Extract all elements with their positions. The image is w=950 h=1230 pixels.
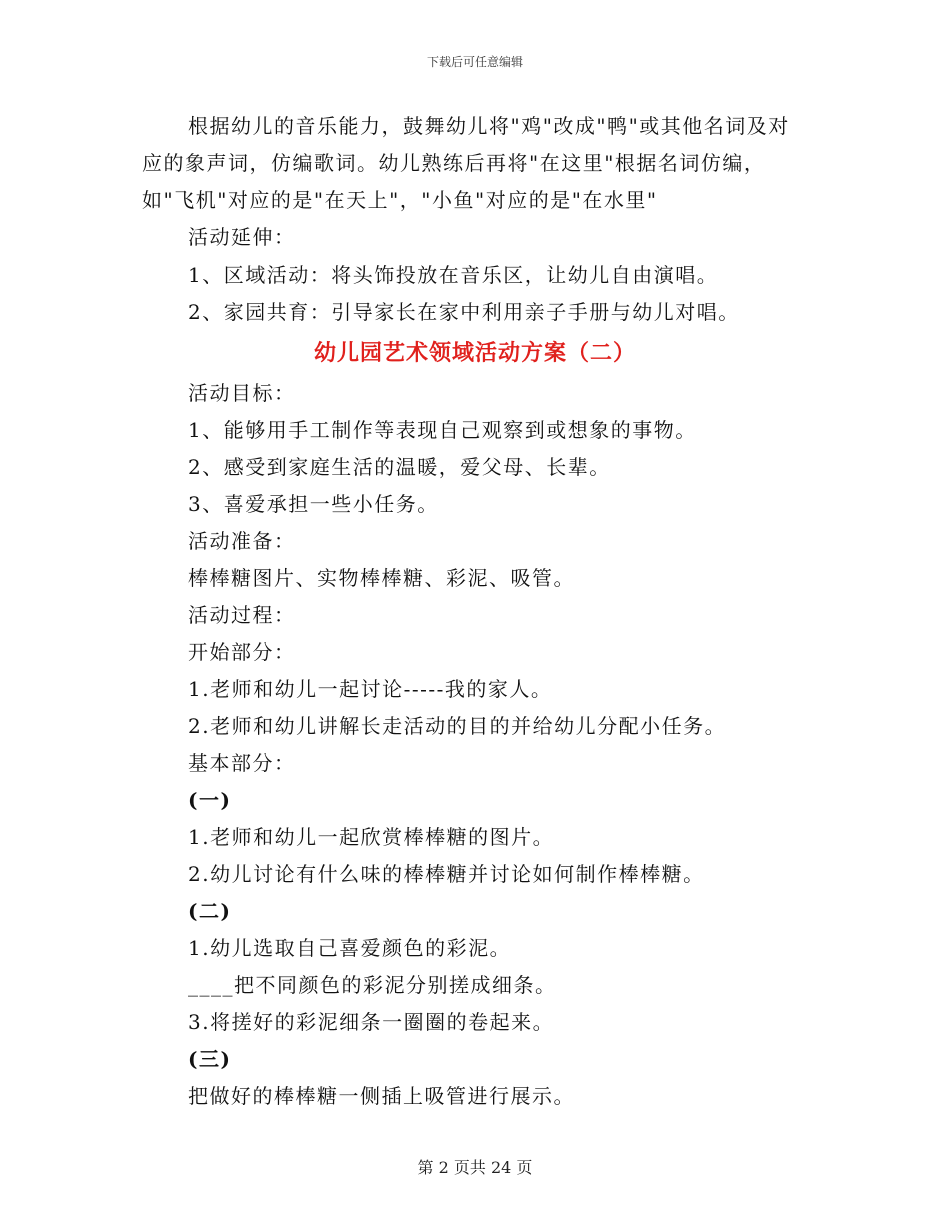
subsection-label: (二): [188, 899, 232, 923]
list-item: 3.将搓好的彩泥细条一圈圈的卷起来。: [188, 1010, 555, 1034]
section-title: 幼儿园艺术领域活动方案（二）: [313, 340, 636, 366]
list-item: 1.幼儿选取自己喜爱颜色的彩泥。: [188, 936, 512, 960]
subsection-label: (三): [188, 1047, 232, 1071]
section-label: 开始部分：: [188, 640, 296, 664]
list-item: 2.幼儿讨论有什么味的棒棒糖并讨论如何制作棒棒糖。: [188, 862, 705, 886]
page-footer: 第 2 页共 24 页: [417, 1158, 533, 1177]
section-label: 活动目标：: [188, 381, 296, 405]
paragraph-line: 把做好的棒棒糖一侧插上吸管进行展示。: [188, 1084, 575, 1108]
list-item: 1.老师和幼儿一起讨论-----我的家人。: [188, 677, 553, 701]
page-header: 下载后可任意编辑: [426, 55, 523, 69]
list-item: 2、感受到家庭生活的温暖，爱父母、长辈。: [188, 455, 611, 479]
list-item: 2、家园共育：引导家长在家中利用亲子手册与幼儿对唱。: [188, 300, 740, 324]
list-item: ____把不同颜色的彩泥分别搓成细条。: [188, 973, 557, 997]
list-item: 1、能够用手工制作等表现自己观察到或想象的事物。: [188, 418, 697, 442]
paragraph-line: 棒棒糖图片、实物棒棒糖、彩泥、吸管。: [188, 566, 575, 590]
list-item: 1、区域活动：将头饰投放在音乐区，让幼儿自由演唱。: [188, 263, 719, 287]
paragraph-line: 根据幼儿的音乐能力，鼓舞幼儿将"鸡"改成"鸭"或其他名词及对: [188, 114, 790, 138]
list-item: 2.老师和幼儿讲解长走活动的目的并给幼儿分配小任务。: [188, 714, 727, 738]
section-label: 基本部分：: [188, 751, 296, 775]
paragraph-line: 应的象声词，仿编歌词。幼儿熟练后再将"在这里"根据名词仿编，: [142, 151, 766, 175]
section-label: 活动准备：: [188, 529, 296, 553]
section-label: 活动过程：: [188, 603, 296, 627]
list-item: 3、喜爱承担一些小任务。: [188, 492, 439, 516]
paragraph-line: 如"飞机"对应的是"在天上"，"小鱼"对应的是"在水里": [142, 188, 658, 212]
section-label: 活动延伸：: [188, 225, 296, 249]
subsection-label: (一): [188, 788, 232, 812]
list-item: 1.老师和幼儿一起欣赏棒棒糖的图片。: [188, 825, 555, 849]
